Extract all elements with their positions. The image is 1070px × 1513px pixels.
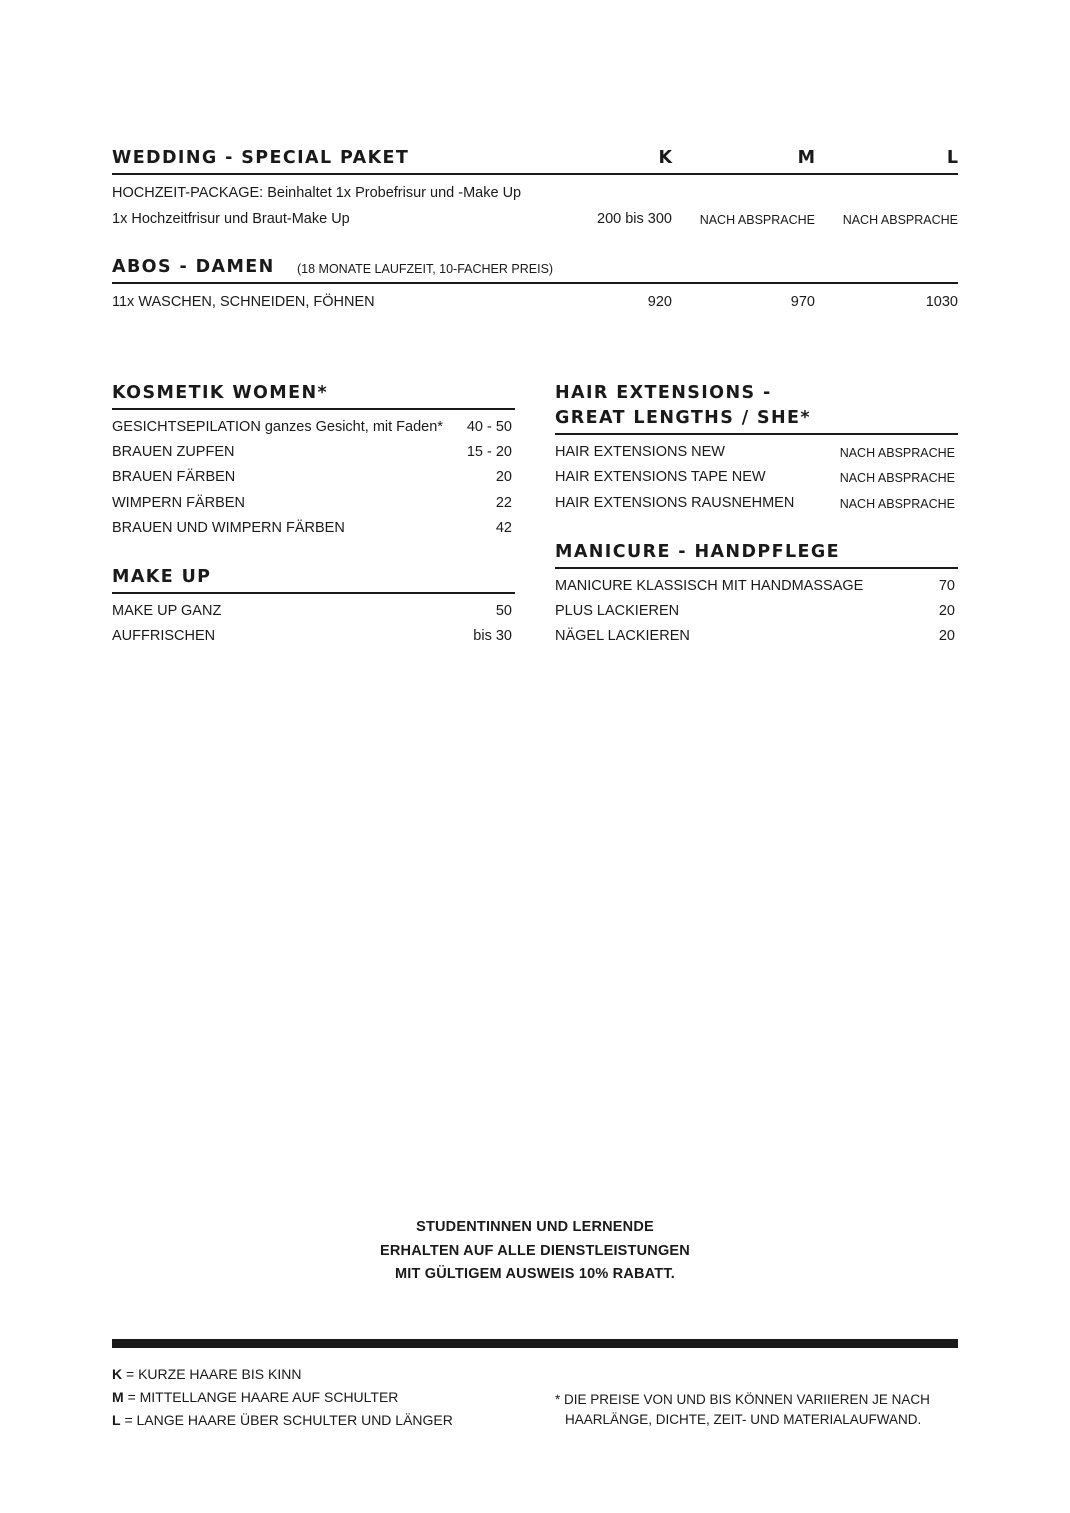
price-footnote (555, 1390, 930, 1430)
list-item-price: 15 - 20 (466, 444, 512, 460)
legend-key: K (112, 1366, 123, 1382)
list-item-label: BRAUEN ZUPFEN (112, 444, 235, 460)
list-item-price: NACH ABSPRACHE (839, 471, 955, 485)
list-item-label: BRAUEN UND WIMPERN FÄRBEN (112, 520, 345, 536)
list-item-price: 20 (938, 628, 955, 644)
legend-text: = LANGE HAARE ÜBER SCHULTER UND LÄNGER (124, 1412, 453, 1428)
size-legend (112, 1363, 453, 1432)
notice-line-3: MIT GÜLTIGEM AUSWEIS 10% RABATT. (394, 1266, 676, 1282)
kosmetik-header (112, 381, 515, 410)
makeup-title: MAKE UP (112, 567, 212, 587)
abos-section (112, 255, 958, 315)
legend-item-k (112, 1363, 453, 1386)
wedding-price-k: 200 bis 300 (597, 211, 672, 227)
makeup-section (112, 565, 515, 650)
wedding-line-1: HOCHZEIT-PACKAGE: Beinhaltet 1x Probefrisur und -Make Up (112, 185, 522, 201)
column-k-header: K (658, 148, 672, 168)
legend-item-m (112, 1386, 453, 1409)
column-m-header: M (797, 148, 815, 168)
list-item-price: NACH ABSPRACHE (839, 446, 955, 460)
list-item-label: HAIR EXTENSIONS TAPE NEW (555, 469, 766, 485)
kosmetik-title: KOSMETIK WOMEN* (112, 383, 329, 403)
list-item-label: WIMPERN FÄRBEN (112, 495, 245, 511)
abos-price-l: 1030 (925, 294, 958, 310)
wedding-header (112, 146, 958, 175)
footnote-line-1: * DIE PREISE VON UND BIS KÖNNEN VARIIEREN JE NACH (555, 1392, 930, 1407)
notice-line-2: ERHALTEN AUF ALLE DIENSTLEISTUNGEN (380, 1242, 690, 1259)
abos-price-k: 920 (647, 294, 672, 310)
extensions-section (555, 381, 958, 521)
wedding-price-l: NACH ABSPRACHE (842, 213, 958, 227)
makeup-header (112, 565, 515, 594)
list-item-price: 20 (938, 603, 955, 619)
extensions-header (555, 381, 958, 435)
manicure-title: MANICURE - HANDPFLEGE (555, 542, 841, 562)
abos-header (112, 255, 958, 284)
list-item-price: NACH ABSPRACHE (839, 497, 955, 511)
footer-divider (112, 1339, 958, 1348)
list-item-price: bis 30 (473, 628, 512, 644)
list-item-price: 42 (495, 520, 512, 536)
list-item-label: HAIR EXTENSIONS RAUSNEHMEN (555, 495, 795, 511)
list-item-price: 22 (495, 495, 512, 511)
kosmetik-section (112, 381, 515, 541)
list-item-label: NÄGEL LACKIEREN (555, 628, 690, 644)
extensions-title-line-1: HAIR EXTENSIONS - (555, 383, 772, 403)
list-item-label: MANICURE KLASSISCH MIT HANDMASSAGE (555, 578, 864, 594)
list-item-price: 70 (938, 578, 955, 594)
list-item-label: PLUS LACKIEREN (555, 603, 680, 619)
legend-key: L (112, 1412, 121, 1428)
wedding-section (112, 146, 958, 236)
list-item-label: GESICHTSEPILATION ganzes Gesicht, mit Faden* (112, 419, 443, 435)
list-item-label: AUFFRISCHEN (112, 628, 216, 644)
legend-text: = MITTELLANGE HAARE AUF SCHULTER (127, 1389, 399, 1405)
wedding-line-2: 1x Hochzeitfrisur und Braut-Make Up (112, 211, 350, 227)
list-item-price: 40 - 50 (466, 419, 512, 435)
column-l-header: L (946, 148, 958, 168)
list-item-price: 20 (495, 469, 512, 485)
abos-subtitle: (18 MONATE LAUFZEIT, 10-FACHER PREIS) (297, 262, 554, 276)
manicure-header (555, 540, 958, 569)
list-item-label: BRAUEN FÄRBEN (112, 469, 236, 485)
notice-line-1: STUDENTINNEN UND LERNENDE (416, 1219, 654, 1235)
manicure-section (555, 540, 958, 650)
abos-title: ABOS - DAMEN (112, 257, 275, 277)
legend-item-l (112, 1409, 453, 1432)
legend-key: M (112, 1389, 124, 1405)
student-discount-notice (0, 1216, 1070, 1287)
abos-item: 11x WASCHEN, SCHNEIDEN, FÖHNEN (112, 294, 375, 310)
wedding-title: WEDDING - SPECIAL PAKET (112, 148, 410, 168)
list-item-price: 50 (495, 603, 512, 619)
abos-price-m: 970 (790, 294, 815, 310)
extensions-title-line-2: GREAT LENGTHS / SHE* (555, 408, 811, 428)
list-item-label: HAIR EXTENSIONS NEW (555, 444, 725, 460)
legend-text: = KURZE HAARE BIS KINN (126, 1366, 302, 1382)
list-item-label: MAKE UP GANZ (112, 603, 222, 619)
footnote-line-2: HAARLÄNGE, DICHTE, ZEIT- UND MATERIALAUFWAND. (565, 1412, 922, 1427)
wedding-price-m: NACH ABSPRACHE (699, 213, 815, 227)
